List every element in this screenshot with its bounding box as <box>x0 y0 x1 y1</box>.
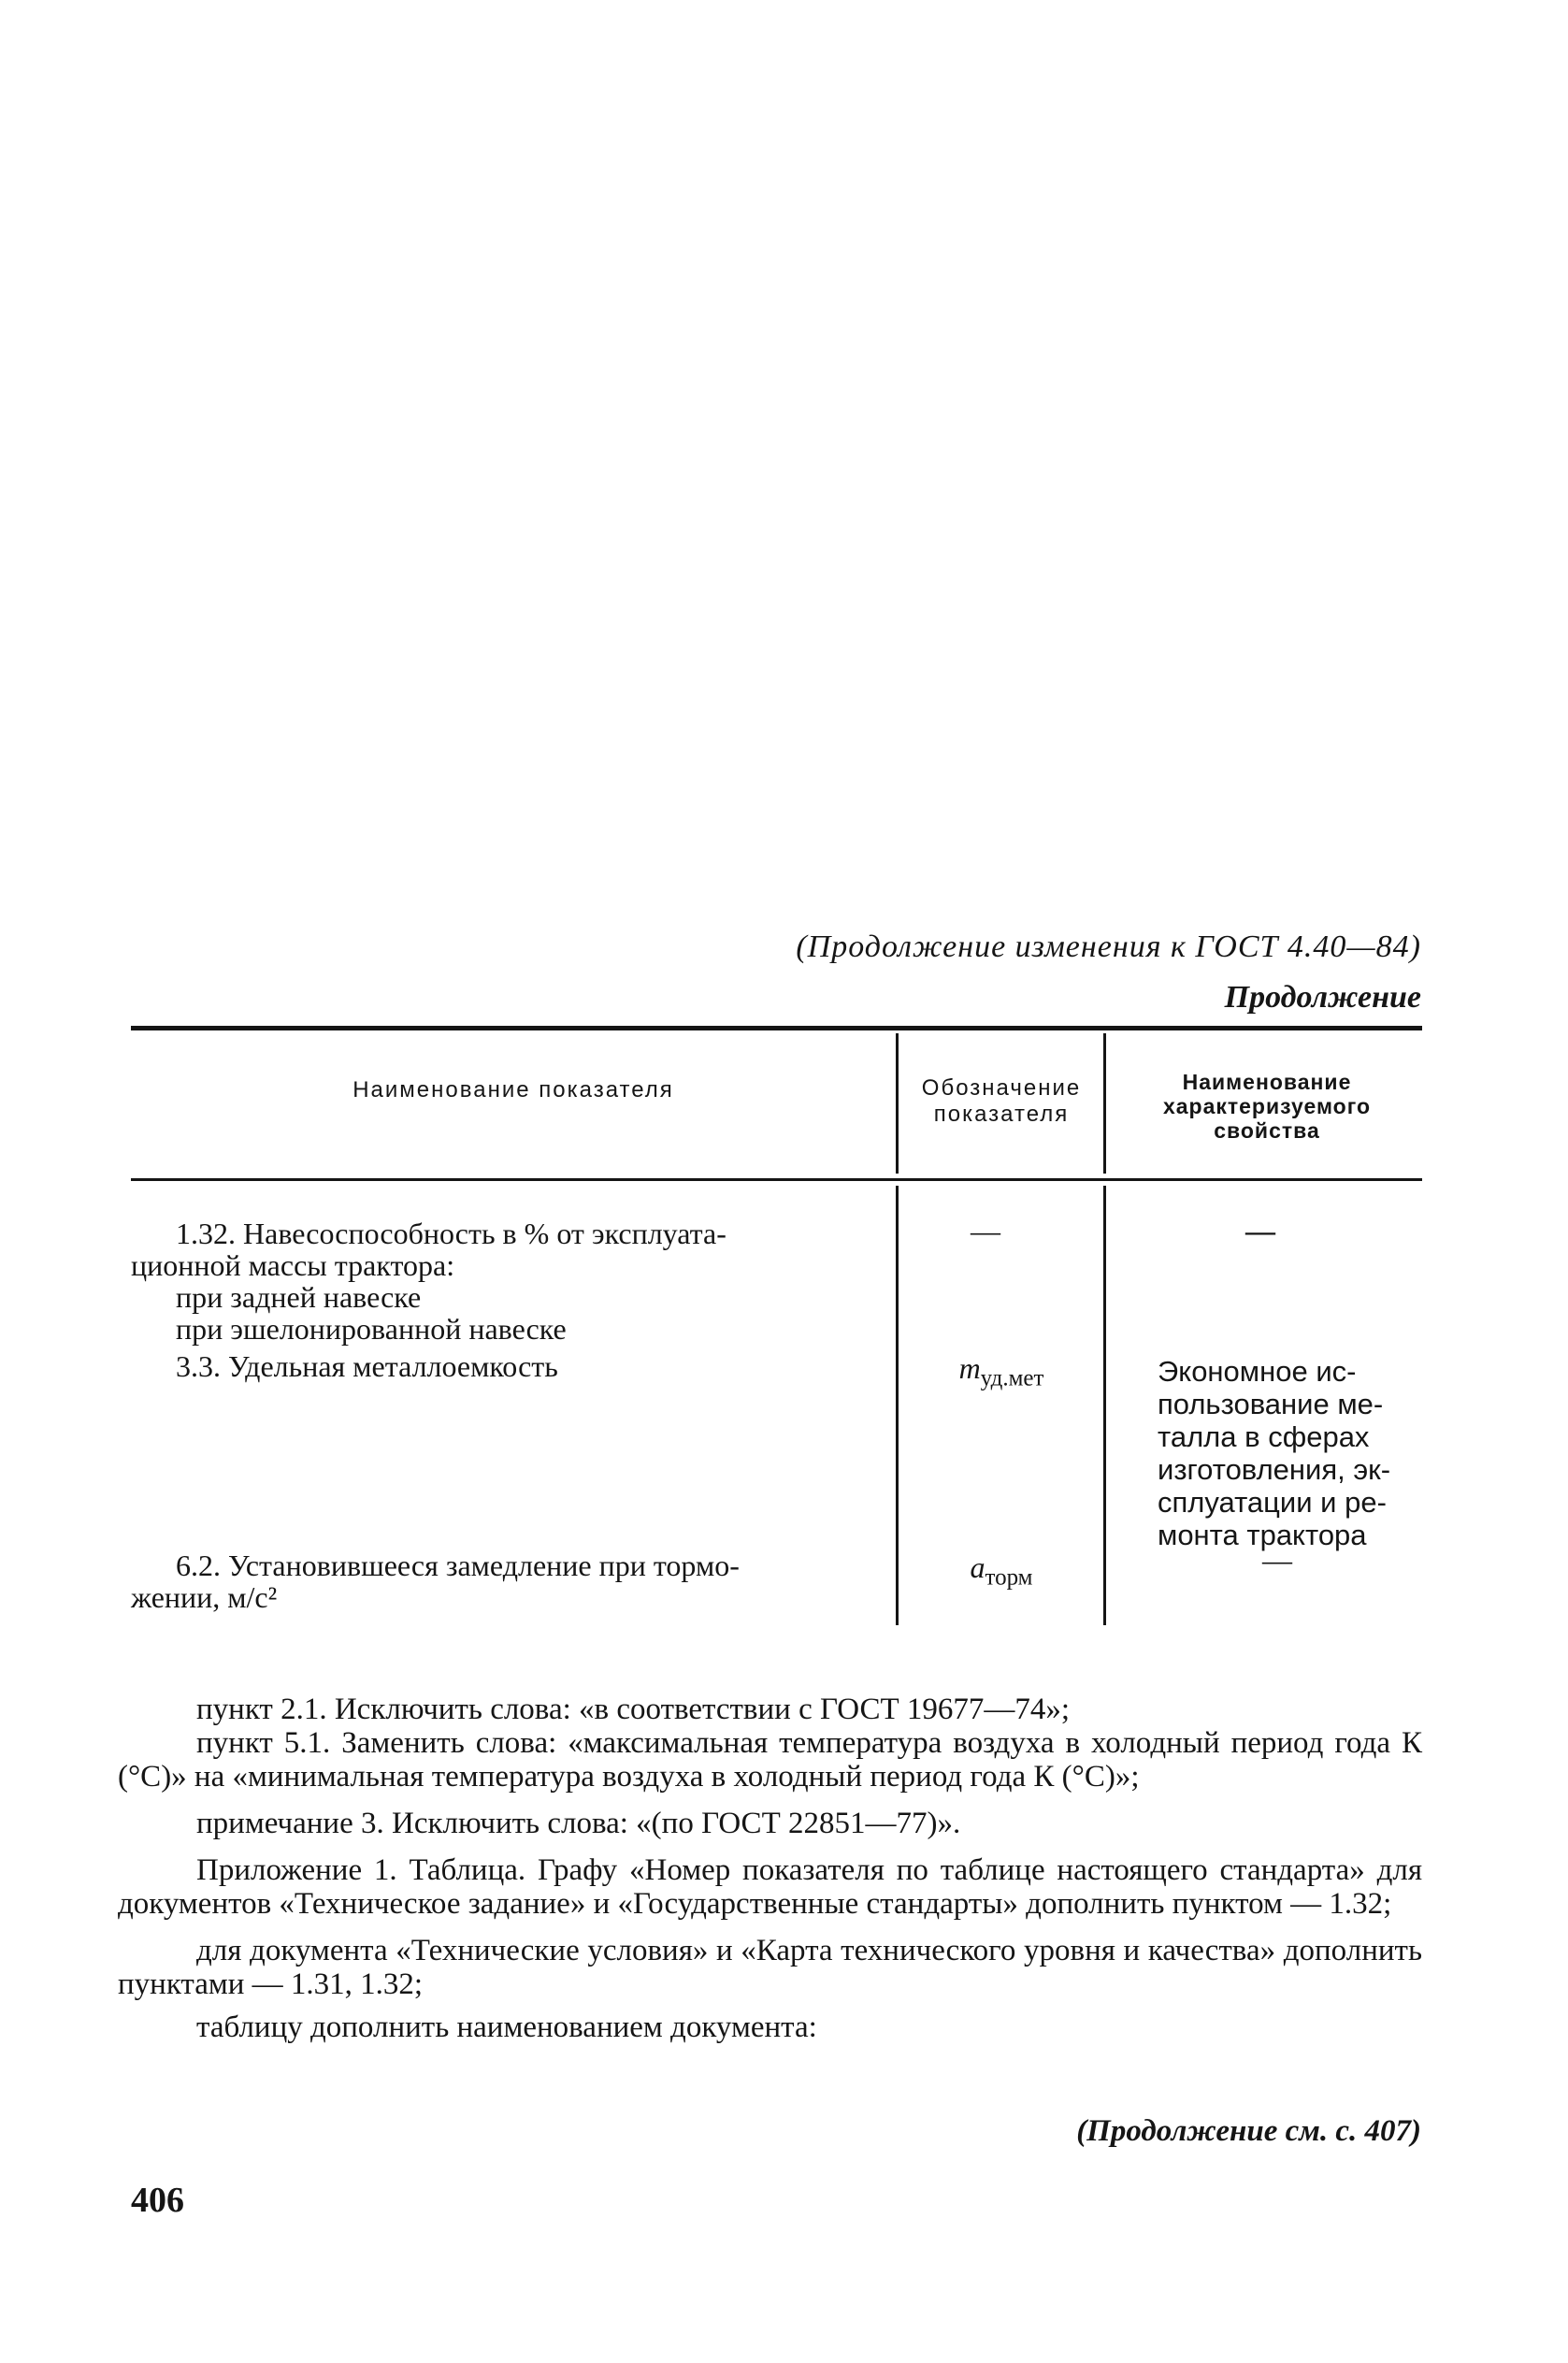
paragraph-5: для документа «Технические условия» и «Карта технического уровня и качества» дополнить пунктами — 1.31, 1.32; <box>118 1934 1422 2001</box>
row-3-symbol: $a_{торм}$ <box>970 1550 1033 1591</box>
row-2-name: 3.3. Удельная металлоемкость <box>176 1349 558 1383</box>
body-text <box>118 1693 1422 2044</box>
row-1-symbol: — <box>971 1214 1000 1247</box>
row-3-property: — <box>1262 1543 1292 1577</box>
paragraph-4: Приложение 1. Таблица. Графу «Номер показателя по таблице настоящего стандарта» для документов «Техническое задание» и «Государственные стандарты» дополнить пунктом — 1.32; <box>118 1853 1422 1921</box>
continuation-header: (Продолжение изменения к ГОСТ 4.40—84) <box>796 929 1421 964</box>
row-2-symbol: $m_{уд.мет}$ <box>958 1351 1044 1391</box>
row-1-name: 1.32. Навесоспособность в % от эксплуата- ционной массы трактора: при задней навеске при эшелонированной навеске <box>131 1217 726 1346</box>
continuation-footer: (Продолжение см. с. 407) <box>1076 2114 1421 2148</box>
column-header-name: Наименование показателя <box>352 1077 674 1102</box>
paragraph-6: таблицу дополнить наименованием документа: <box>196 2010 817 2044</box>
column-header-property: Наименование характеризуемого свойства <box>1162 1070 1372 1143</box>
column-divider-2-body <box>1103 1186 1106 1625</box>
column-divider-1-body <box>896 1186 899 1625</box>
table-top-rule <box>131 1026 1422 1030</box>
paragraph-3: примечание 3. Исключить слова: «(по ГОСТ 22851—77)». <box>196 1807 961 1840</box>
table-header-rule <box>131 1178 1422 1181</box>
row-2-property: Экономное ис- пользование ме- талла в сферах изготовления, эк- сплуатации и ре- монта трактора <box>1158 1355 1391 1551</box>
paragraph-2: пункт 5.1. Заменить слова: «максимальная температура воздуха в холодный период года К (°С)» на «минимальная температура воздуха в холодный период года К (°С)»; <box>118 1726 1422 1794</box>
paragraph-1: пункт 2.1. Исключить слова: «в соответствии с ГОСТ 19677—74»; <box>196 1693 1071 1726</box>
continued-label: Продолжение <box>1224 980 1421 1015</box>
column-header-symbol: Обозначение показателя <box>921 1075 1082 1127</box>
column-divider-2 <box>1103 1033 1106 1174</box>
page-number: 406 <box>131 2181 184 2220</box>
row-1-property: — <box>1245 1214 1275 1247</box>
column-divider-1 <box>896 1033 899 1174</box>
row-3-name: 6.2. Установившееся замедление при тормо- жении, м/с² <box>131 1549 740 1614</box>
